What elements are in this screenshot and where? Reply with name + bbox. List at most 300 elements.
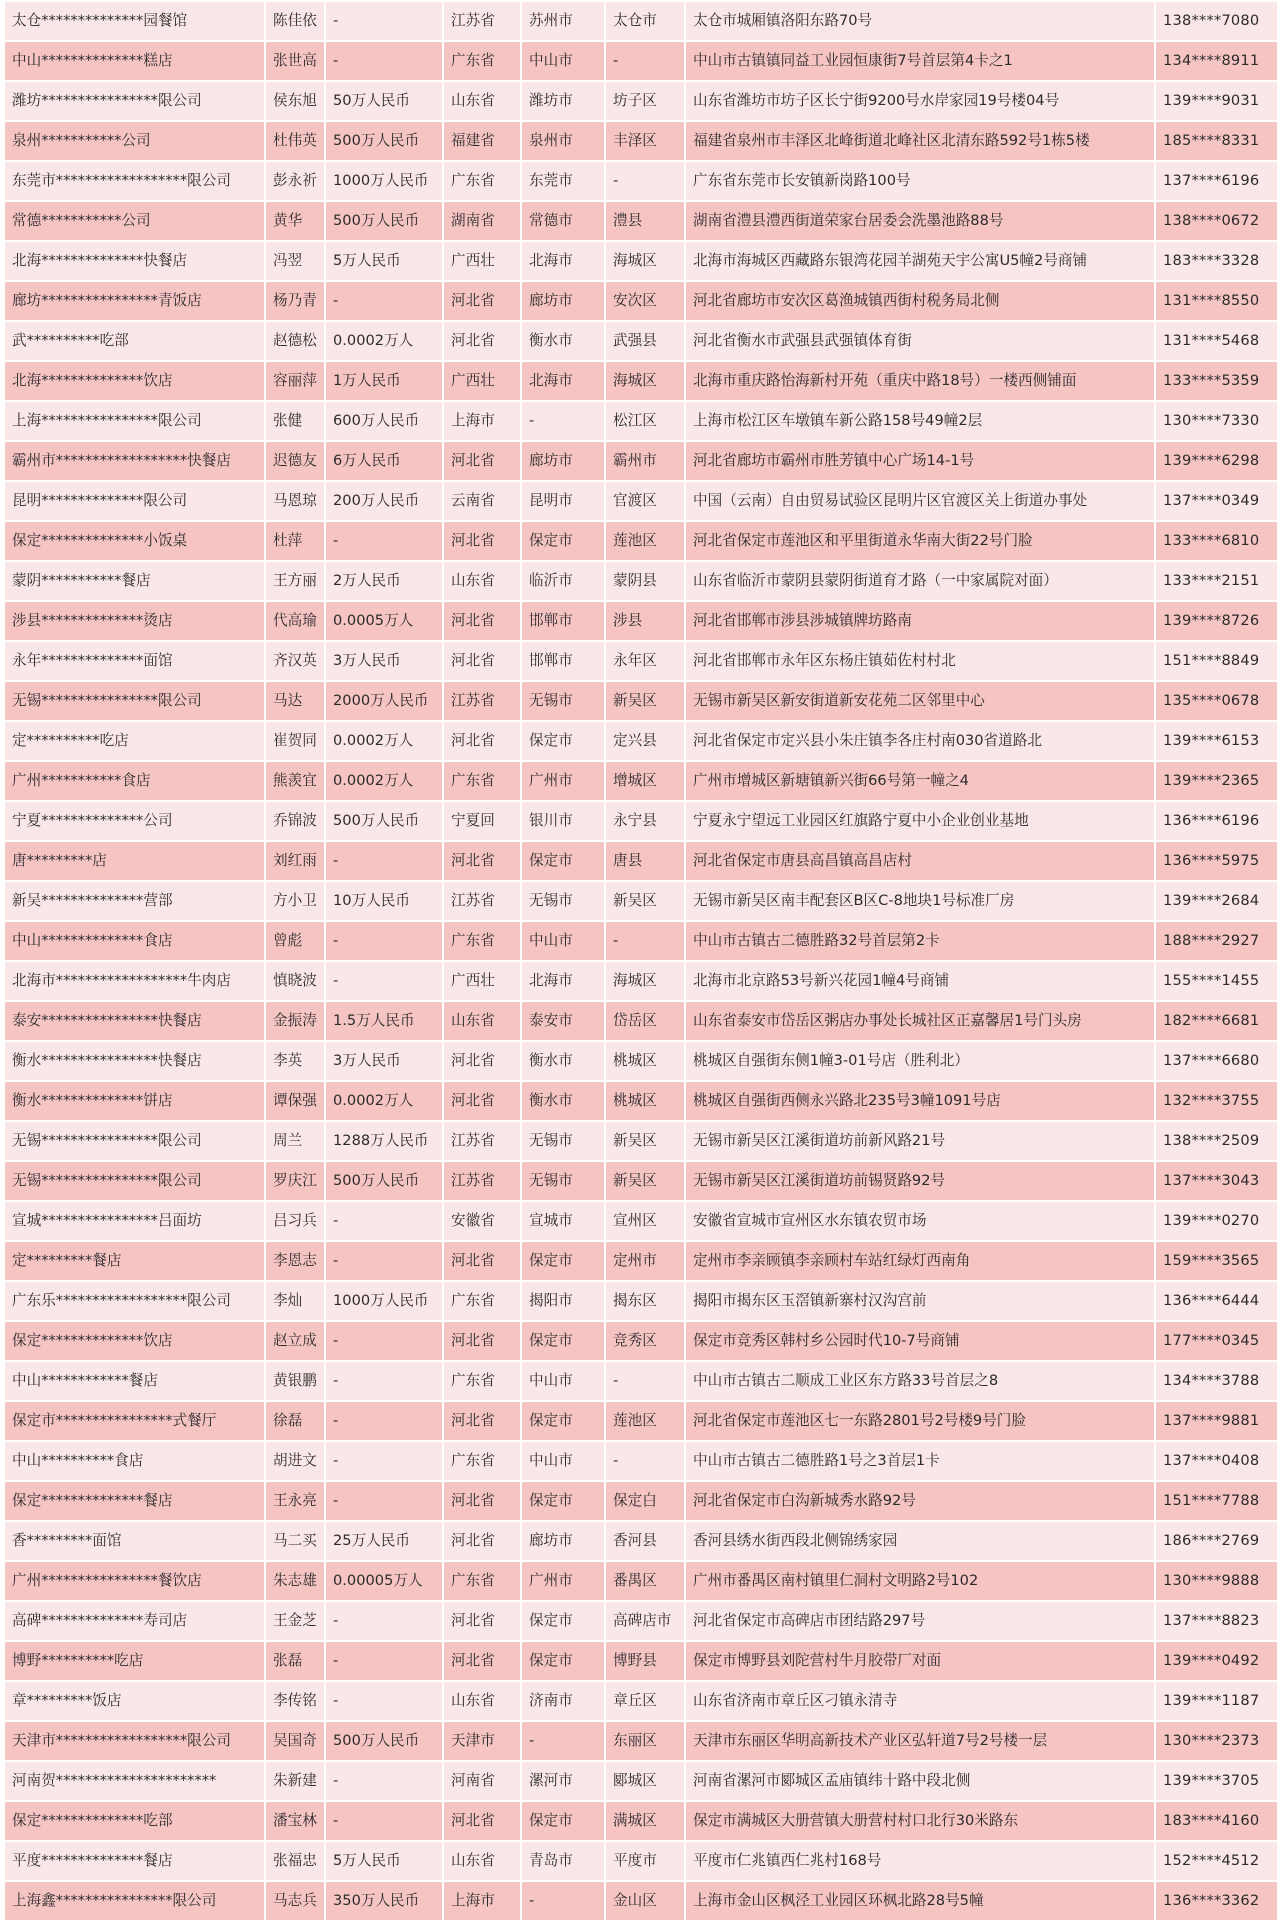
company-name-cell: 蒙阴***********餐店 — [4, 561, 265, 601]
registered-capital-cell: 1.5万人民币 — [325, 1001, 443, 1041]
phone-cell: 135****0678 — [1155, 681, 1278, 721]
district-cell: 竞秀区 — [605, 1321, 685, 1361]
company-name-cell: 章*********饭店 — [4, 1681, 265, 1721]
province-cell: 山东省 — [443, 561, 521, 601]
address-cell: 定州市李亲顾镇李亲顾村车站红绿灯西南角 — [685, 1241, 1155, 1281]
phone-cell: 159****3565 — [1155, 1241, 1278, 1281]
phone-cell: 136****5975 — [1155, 841, 1278, 881]
registered-capital-cell: 500万人民币 — [325, 201, 443, 241]
legal-person-cell: 彭永祈 — [265, 161, 325, 201]
registered-capital-cell: 0.0002万人 — [325, 321, 443, 361]
phone-cell: 137****3043 — [1155, 1161, 1278, 1201]
registered-capital-cell: - — [325, 41, 443, 81]
registered-capital-cell: 0.0002万人 — [325, 1081, 443, 1121]
registered-capital-cell: - — [325, 1601, 443, 1641]
legal-person-cell: 陈佳依 — [265, 1, 325, 41]
registered-capital-cell: 10万人民币 — [325, 881, 443, 921]
address-cell: 中山市古镇镇同益工业园恒康街7号首层第4卡之1 — [685, 41, 1155, 81]
phone-cell: 136****6196 — [1155, 801, 1278, 841]
table-row — [4, 1481, 1278, 1521]
district-cell: 海城区 — [605, 961, 685, 1001]
legal-person-cell: 乔锦波 — [265, 801, 325, 841]
city-cell: - — [521, 1881, 605, 1921]
company-name-cell: 北海市******************牛肉店 — [4, 961, 265, 1001]
table-row — [4, 281, 1278, 321]
table-row — [4, 1561, 1278, 1601]
phone-cell: 152****4512 — [1155, 1841, 1278, 1881]
registered-capital-cell: 5万人民币 — [325, 241, 443, 281]
table-row — [4, 641, 1278, 681]
company-name-cell: 潍坊****************限公司 — [4, 81, 265, 121]
province-cell: 河北省 — [443, 1081, 521, 1121]
table-row — [4, 321, 1278, 361]
province-cell: 江苏省 — [443, 1, 521, 41]
district-cell: 永年区 — [605, 641, 685, 681]
city-cell: 青岛市 — [521, 1841, 605, 1881]
district-cell: 太仓市 — [605, 1, 685, 41]
district-cell: 新吴区 — [605, 1161, 685, 1201]
address-cell: 河北省保定市定兴县小朱庄镇李各庄村南030省道路北 — [685, 721, 1155, 761]
province-cell: 山东省 — [443, 81, 521, 121]
legal-person-cell: 李传铭 — [265, 1681, 325, 1721]
table-row — [4, 81, 1278, 121]
phone-cell: 139****6153 — [1155, 721, 1278, 761]
province-cell: 河北省 — [443, 1321, 521, 1361]
table-row — [4, 1, 1278, 41]
legal-person-cell: 杜萍 — [265, 521, 325, 561]
registered-capital-cell: 1万人民币 — [325, 361, 443, 401]
registered-capital-cell: - — [325, 1361, 443, 1401]
registered-capital-cell: - — [325, 1241, 443, 1281]
legal-person-cell: 李恩志 — [265, 1241, 325, 1281]
province-cell: 河北省 — [443, 1481, 521, 1521]
legal-person-cell: 方小卫 — [265, 881, 325, 921]
table-row — [4, 1081, 1278, 1121]
legal-person-cell: 黄银鹏 — [265, 1361, 325, 1401]
table-row — [4, 1441, 1278, 1481]
legal-person-cell: 金振涛 — [265, 1001, 325, 1041]
phone-cell: 130****7330 — [1155, 401, 1278, 441]
district-cell: - — [605, 41, 685, 81]
table-row — [4, 121, 1278, 161]
table-row — [4, 241, 1278, 281]
company-name-cell: 衡水****************快餐店 — [4, 1041, 265, 1081]
company-name-cell: 上海****************限公司 — [4, 401, 265, 441]
legal-person-cell: 马二买 — [265, 1521, 325, 1561]
registered-capital-cell: - — [325, 1401, 443, 1441]
city-cell: 保定市 — [521, 1481, 605, 1521]
phone-cell: 139****0270 — [1155, 1201, 1278, 1241]
district-cell: 岱岳区 — [605, 1001, 685, 1041]
registered-capital-cell: 3万人民币 — [325, 641, 443, 681]
city-cell: 潍坊市 — [521, 81, 605, 121]
city-cell: 无锡市 — [521, 1161, 605, 1201]
phone-cell: 132****3755 — [1155, 1081, 1278, 1121]
company-name-cell: 东莞市******************限公司 — [4, 161, 265, 201]
company-name-cell: 广州***********食店 — [4, 761, 265, 801]
district-cell: 永宁县 — [605, 801, 685, 841]
address-cell: 揭阳市揭东区玉滘镇新寨村汉沟宫前 — [685, 1281, 1155, 1321]
table-row — [4, 161, 1278, 201]
phone-cell: 137****9881 — [1155, 1401, 1278, 1441]
address-cell: 中国（云南）自由贸易试验区昆明片区官渡区关上街道办事处 — [685, 481, 1155, 521]
city-cell: 北海市 — [521, 241, 605, 281]
phone-cell: 139****2684 — [1155, 881, 1278, 921]
legal-person-cell: 张磊 — [265, 1641, 325, 1681]
company-name-cell: 宣城****************吕面坊 — [4, 1201, 265, 1241]
city-cell: - — [521, 1721, 605, 1761]
legal-person-cell: 朱志雄 — [265, 1561, 325, 1601]
address-cell: 天津市东丽区华明高新技术产业区弘轩道7号2号楼一层 — [685, 1721, 1155, 1761]
registered-capital-cell: - — [325, 1641, 443, 1681]
table-row — [4, 721, 1278, 761]
legal-person-cell: 慎晓波 — [265, 961, 325, 1001]
district-cell: 新吴区 — [605, 681, 685, 721]
company-name-cell: 无锡****************限公司 — [4, 1121, 265, 1161]
phone-cell: 139****2365 — [1155, 761, 1278, 801]
registered-capital-cell: - — [325, 921, 443, 961]
table-row — [4, 1361, 1278, 1401]
legal-person-cell: 胡进文 — [265, 1441, 325, 1481]
city-cell: 保定市 — [521, 841, 605, 881]
table-row — [4, 561, 1278, 601]
phone-cell: 182****6681 — [1155, 1001, 1278, 1041]
company-name-cell: 武**********吃部 — [4, 321, 265, 361]
company-name-cell: 保定**************饮店 — [4, 1321, 265, 1361]
address-cell: 广州市增城区新塘镇新兴街66号第一幢之4 — [685, 761, 1155, 801]
province-cell: 河北省 — [443, 1521, 521, 1561]
province-cell: 湖南省 — [443, 201, 521, 241]
phone-cell: 137****0349 — [1155, 481, 1278, 521]
table-row — [4, 1881, 1278, 1921]
table-row — [4, 681, 1278, 721]
registered-capital-cell: 500万人民币 — [325, 1161, 443, 1201]
table-row — [4, 1201, 1278, 1241]
address-cell: 河北省廊坊市霸州市胜芳镇中心广场14-1号 — [685, 441, 1155, 481]
province-cell: 广东省 — [443, 1561, 521, 1601]
city-cell: 中山市 — [521, 1361, 605, 1401]
address-cell: 河北省衡水市武强县武强镇体育街 — [685, 321, 1155, 361]
province-cell: 天津市 — [443, 1721, 521, 1761]
phone-cell: 139****1187 — [1155, 1681, 1278, 1721]
legal-person-cell: 曾彪 — [265, 921, 325, 961]
district-cell: 平度市 — [605, 1841, 685, 1881]
province-cell: 广东省 — [443, 1361, 521, 1401]
province-cell: 河北省 — [443, 1601, 521, 1641]
table-row — [4, 1121, 1278, 1161]
city-cell: 银川市 — [521, 801, 605, 841]
district-cell: 海城区 — [605, 361, 685, 401]
phone-cell: 130****9888 — [1155, 1561, 1278, 1601]
legal-person-cell: 黄华 — [265, 201, 325, 241]
table-row — [4, 881, 1278, 921]
province-cell: 上海市 — [443, 401, 521, 441]
city-cell: 泉州市 — [521, 121, 605, 161]
city-cell: 无锡市 — [521, 1121, 605, 1161]
province-cell: 河北省 — [443, 601, 521, 641]
city-cell: 邯郸市 — [521, 641, 605, 681]
table-row — [4, 1761, 1278, 1801]
registered-capital-cell: 2万人民币 — [325, 561, 443, 601]
phone-cell: 183****3328 — [1155, 241, 1278, 281]
district-cell: 莲池区 — [605, 1401, 685, 1441]
registered-capital-cell: 500万人民币 — [325, 801, 443, 841]
city-cell: 保定市 — [521, 1801, 605, 1841]
registered-capital-cell: - — [325, 1, 443, 41]
province-cell: 上海市 — [443, 1881, 521, 1921]
city-cell: 保定市 — [521, 1401, 605, 1441]
district-cell: 丰泽区 — [605, 121, 685, 161]
city-cell: - — [521, 401, 605, 441]
city-cell: 衡水市 — [521, 1041, 605, 1081]
address-cell: 宁夏永宁望远工业园区红旗路宁夏中小企业创业基地 — [685, 801, 1155, 841]
city-cell: 东莞市 — [521, 161, 605, 201]
phone-cell: 155****1455 — [1155, 961, 1278, 1001]
registered-capital-cell: - — [325, 1321, 443, 1361]
legal-person-cell: 杜伟英 — [265, 121, 325, 161]
address-cell: 河北省保定市唐县高昌镇高昌店村 — [685, 841, 1155, 881]
company-name-cell: 保定市****************式餐厅 — [4, 1401, 265, 1441]
company-name-cell: 中山**************糕店 — [4, 41, 265, 81]
city-cell: 中山市 — [521, 41, 605, 81]
district-cell: 桃城区 — [605, 1041, 685, 1081]
company-name-cell: 北海**************饮店 — [4, 361, 265, 401]
city-cell: 保定市 — [521, 721, 605, 761]
company-name-cell: 高碑**************寿司店 — [4, 1601, 265, 1641]
district-cell: 郾城区 — [605, 1761, 685, 1801]
phone-cell: 139****0492 — [1155, 1641, 1278, 1681]
city-cell: 廊坊市 — [521, 281, 605, 321]
city-cell: 保定市 — [521, 1241, 605, 1281]
address-cell: 河北省保定市莲池区七一东路2801号2号楼9号门脸 — [685, 1401, 1155, 1441]
registered-capital-cell: 500万人民币 — [325, 121, 443, 161]
city-cell: 常德市 — [521, 201, 605, 241]
province-cell: 江苏省 — [443, 681, 521, 721]
province-cell: 江苏省 — [443, 1161, 521, 1201]
legal-person-cell: 刘红雨 — [265, 841, 325, 881]
company-name-cell: 霸州市******************快餐店 — [4, 441, 265, 481]
table-row — [4, 801, 1278, 841]
district-cell: 东丽区 — [605, 1721, 685, 1761]
company-listing-table — [3, 0, 1279, 1922]
legal-person-cell: 杨乃青 — [265, 281, 325, 321]
phone-cell: 137****6680 — [1155, 1041, 1278, 1081]
city-cell: 保定市 — [521, 1641, 605, 1681]
city-cell: 北海市 — [521, 361, 605, 401]
legal-person-cell: 崔贺同 — [265, 721, 325, 761]
company-name-cell: 宁夏**************公司 — [4, 801, 265, 841]
company-name-cell: 北海**************快餐店 — [4, 241, 265, 281]
legal-person-cell: 李灿 — [265, 1281, 325, 1321]
registered-capital-cell: 5万人民币 — [325, 1841, 443, 1881]
district-cell: 博野县 — [605, 1641, 685, 1681]
phone-cell: 138****2509 — [1155, 1121, 1278, 1161]
province-cell: 安徽省 — [443, 1201, 521, 1241]
registered-capital-cell: - — [325, 1441, 443, 1481]
district-cell: 新吴区 — [605, 881, 685, 921]
table-row — [4, 1601, 1278, 1641]
phone-cell: 186****2769 — [1155, 1521, 1278, 1561]
registered-capital-cell: 3万人民币 — [325, 1041, 443, 1081]
district-cell: 章丘区 — [605, 1681, 685, 1721]
city-cell: 廊坊市 — [521, 1521, 605, 1561]
registered-capital-cell: 1000万人民币 — [325, 1281, 443, 1321]
province-cell: 河北省 — [443, 521, 521, 561]
phone-cell: 139****9031 — [1155, 81, 1278, 121]
company-name-cell: 保定**************小饭桌 — [4, 521, 265, 561]
legal-person-cell: 张福忠 — [265, 1841, 325, 1881]
phone-cell: 136****3362 — [1155, 1881, 1278, 1921]
registered-capital-cell: 50万人民币 — [325, 81, 443, 121]
legal-person-cell: 代高瑜 — [265, 601, 325, 641]
phone-cell: 139****8726 — [1155, 601, 1278, 641]
company-name-cell: 无锡****************限公司 — [4, 681, 265, 721]
table-row — [4, 1041, 1278, 1081]
province-cell: 云南省 — [443, 481, 521, 521]
table-row — [4, 441, 1278, 481]
registered-capital-cell: - — [325, 961, 443, 1001]
table-row — [4, 1281, 1278, 1321]
province-cell: 山东省 — [443, 1001, 521, 1041]
district-cell: 香河县 — [605, 1521, 685, 1561]
phone-cell: 137****0408 — [1155, 1441, 1278, 1481]
district-cell: 宣州区 — [605, 1201, 685, 1241]
district-cell: 坊子区 — [605, 81, 685, 121]
province-cell: 广西壮 — [443, 241, 521, 281]
city-cell: 衡水市 — [521, 321, 605, 361]
registered-capital-cell: - — [325, 1201, 443, 1241]
company-name-cell: 永年**************面馆 — [4, 641, 265, 681]
registered-capital-cell: - — [325, 1481, 443, 1521]
district-cell: 霸州市 — [605, 441, 685, 481]
legal-person-cell: 赵德松 — [265, 321, 325, 361]
city-cell: 保定市 — [521, 1601, 605, 1641]
city-cell: 北海市 — [521, 961, 605, 1001]
phone-cell: 131****8550 — [1155, 281, 1278, 321]
district-cell: 安次区 — [605, 281, 685, 321]
legal-person-cell: 容丽萍 — [265, 361, 325, 401]
district-cell: 定兴县 — [605, 721, 685, 761]
city-cell: 揭阳市 — [521, 1281, 605, 1321]
table-row — [4, 41, 1278, 81]
legal-person-cell: 齐汉英 — [265, 641, 325, 681]
district-cell: 定州市 — [605, 1241, 685, 1281]
phone-cell: 137****6196 — [1155, 161, 1278, 201]
address-cell: 无锡市新吴区江溪街道坊前锡贤路92号 — [685, 1161, 1155, 1201]
address-cell: 上海市松江区车墩镇车新公路158号49幢2层 — [685, 401, 1155, 441]
address-cell: 河南省漯河市郾城区孟庙镇纬十路中段北侧 — [685, 1761, 1155, 1801]
address-cell: 中山市古镇古二德胜路1号之3首层1卡 — [685, 1441, 1155, 1481]
phone-cell: 185****8331 — [1155, 121, 1278, 161]
address-cell: 保定市博野县刘陀营村牛月胶带厂对面 — [685, 1641, 1155, 1681]
company-name-cell: 泉州***********公司 — [4, 121, 265, 161]
address-cell: 北海市重庆路怡海新村开苑（重庆中路18号）一楼西侧铺面 — [685, 361, 1155, 401]
company-name-cell: 河南贺********************** — [4, 1761, 265, 1801]
registered-capital-cell: - — [325, 281, 443, 321]
company-name-cell: 保定**************吃部 — [4, 1801, 265, 1841]
table-row — [4, 1641, 1278, 1681]
district-cell: 满城区 — [605, 1801, 685, 1841]
district-cell: 高碑店市 — [605, 1601, 685, 1641]
district-cell: 揭东区 — [605, 1281, 685, 1321]
legal-person-cell: 侯东旭 — [265, 81, 325, 121]
table-row — [4, 401, 1278, 441]
table-row — [4, 1721, 1278, 1761]
legal-person-cell: 罗庆江 — [265, 1161, 325, 1201]
table-row — [4, 1521, 1278, 1561]
registered-capital-cell: 500万人民币 — [325, 1721, 443, 1761]
company-name-cell: 广东乐******************限公司 — [4, 1281, 265, 1321]
city-cell: 中山市 — [521, 1441, 605, 1481]
company-name-cell: 天津市******************限公司 — [4, 1721, 265, 1761]
address-cell: 中山市古镇古二德胜路32号首层第2卡 — [685, 921, 1155, 961]
table-row — [4, 361, 1278, 401]
address-cell: 山东省泰安市岱岳区粥店办事处长城社区正嘉馨居1号门头房 — [685, 1001, 1155, 1041]
province-cell: 广东省 — [443, 1281, 521, 1321]
address-cell: 桃城区自强街西侧永兴路北235号3幢1091号店 — [685, 1081, 1155, 1121]
company-name-cell: 无锡****************限公司 — [4, 1161, 265, 1201]
registered-capital-cell: - — [325, 1801, 443, 1841]
legal-person-cell: 熊羡宜 — [265, 761, 325, 801]
province-cell: 河北省 — [443, 841, 521, 881]
company-name-cell: 上海鑫****************限公司 — [4, 1881, 265, 1921]
legal-person-cell: 朱新建 — [265, 1761, 325, 1801]
legal-person-cell: 冯翌 — [265, 241, 325, 281]
city-cell: 济南市 — [521, 1681, 605, 1721]
address-cell: 保定市满城区大册营镇大册营村村口北行30米路东 — [685, 1801, 1155, 1841]
district-cell: 官渡区 — [605, 481, 685, 521]
phone-cell: 188****2927 — [1155, 921, 1278, 961]
legal-person-cell: 李英 — [265, 1041, 325, 1081]
phone-cell: 139****6298 — [1155, 441, 1278, 481]
table-row — [4, 921, 1278, 961]
registered-capital-cell: - — [325, 841, 443, 881]
company-name-cell: 香*********面馆 — [4, 1521, 265, 1561]
address-cell: 北海市北京路53号新兴花园1幢4号商铺 — [685, 961, 1155, 1001]
phone-cell: 177****0345 — [1155, 1321, 1278, 1361]
city-cell: 宣城市 — [521, 1201, 605, 1241]
city-cell: 无锡市 — [521, 881, 605, 921]
phone-cell: 133****5359 — [1155, 361, 1278, 401]
province-cell: 河北省 — [443, 321, 521, 361]
registered-capital-cell: 600万人民币 — [325, 401, 443, 441]
company-name-cell: 昆明**************限公司 — [4, 481, 265, 521]
legal-person-cell: 马志兵 — [265, 1881, 325, 1921]
registered-capital-cell: 0.0005万人 — [325, 601, 443, 641]
company-name-cell: 中山**********食店 — [4, 1441, 265, 1481]
phone-cell: 133****2151 — [1155, 561, 1278, 601]
city-cell: 保定市 — [521, 1321, 605, 1361]
company-name-cell: 中山************餐店 — [4, 1361, 265, 1401]
company-name-cell: 保定**************餐店 — [4, 1481, 265, 1521]
table-row — [4, 521, 1278, 561]
province-cell: 广东省 — [443, 41, 521, 81]
city-cell: 苏州市 — [521, 1, 605, 41]
legal-person-cell: 谭保强 — [265, 1081, 325, 1121]
district-cell: 涉县 — [605, 601, 685, 641]
registered-capital-cell: 6万人民币 — [325, 441, 443, 481]
district-cell: - — [605, 1361, 685, 1401]
address-cell: 保定市竞秀区韩村乡公园时代10-7号商铺 — [685, 1321, 1155, 1361]
district-cell: - — [605, 921, 685, 961]
province-cell: 广东省 — [443, 921, 521, 961]
registered-capital-cell: 25万人民币 — [325, 1521, 443, 1561]
table-row — [4, 1241, 1278, 1281]
registered-capital-cell: 350万人民币 — [325, 1881, 443, 1921]
registered-capital-cell: 1288万人民币 — [325, 1121, 443, 1161]
legal-person-cell: 徐磊 — [265, 1401, 325, 1441]
city-cell: 广州市 — [521, 761, 605, 801]
